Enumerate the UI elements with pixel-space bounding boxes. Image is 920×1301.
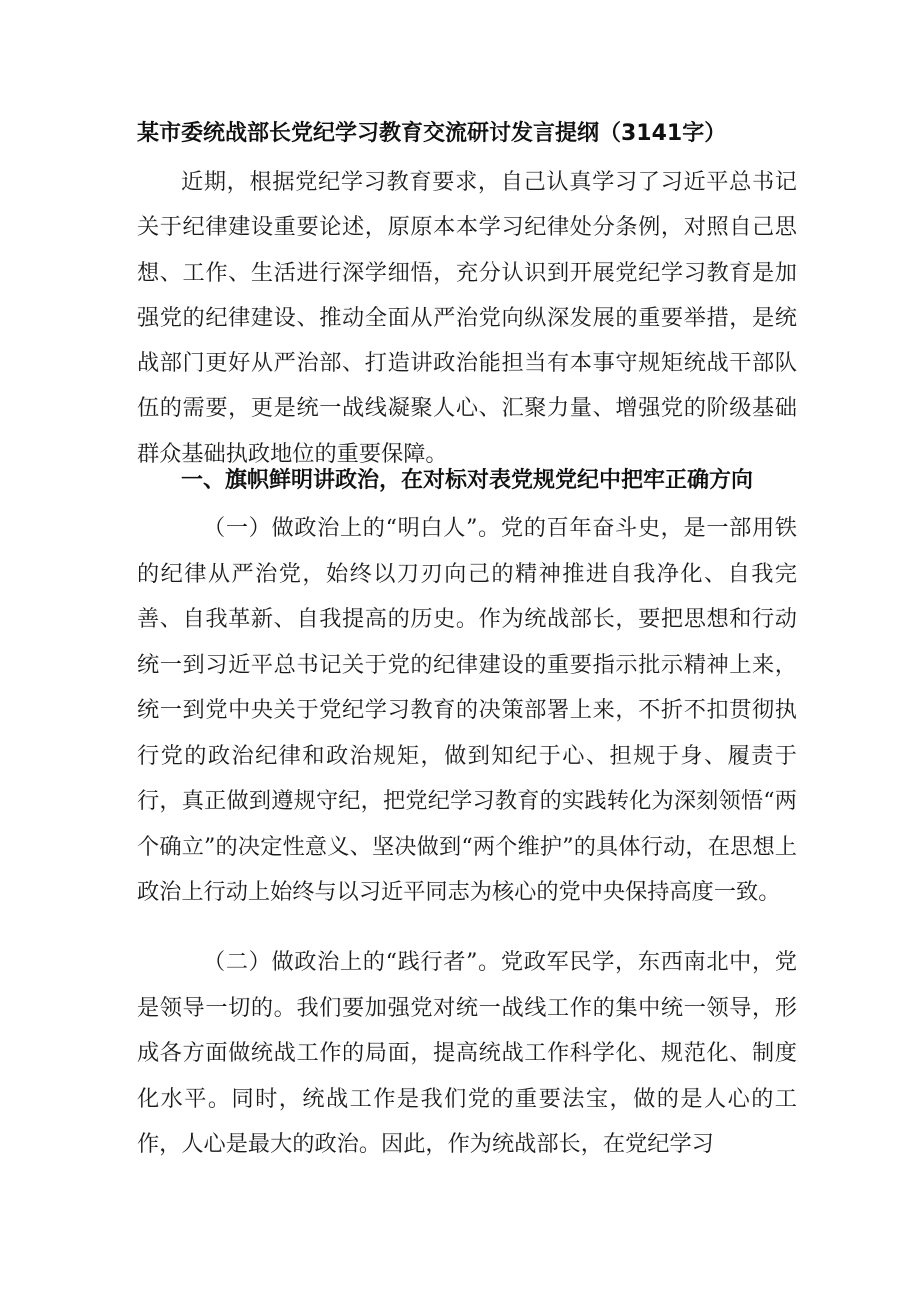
section-heading: 一、旗帜鲜明讲政治，在对标对表党规党纪中把牢正确方向: [181, 468, 754, 493]
document-title: 某市委统战部长党纪学习教育交流研讨发言提纲（3141字）: [137, 121, 727, 146]
paragraph-2: （二）做政治上的“践行者”。党政军民学，东西南北中，党是领导一切的。我们要加强党对统一战线工作的集中统一领导，形成各方面做统战工作的局面，提高统战工作科学化、规范化、制度化水平。同时，统战工作是我们党的重要法宝，做的是人心的工作，人心是最大的政治。因此，作为统战部长，在党纪学习: [137, 949, 797, 1158]
intro-paragraph: 近期，根据党纪学习教育要求，自己认真学习了习近平总书记关于纪律建设重要论述，原原本本学习纪律处分条例，对照自己思想、工作、生活进行深学细悟，充分认识到开展党纪学习教育是加强党的纪律建设、推动全面从严治党向纵深发展的重要举措，是统战部门更好从严治部、打造讲政治能担当有本事守规矩统战干部队伍的需要，更是统一战线凝聚人心、汇聚力量、增强党的阶级基础群众基础执政地位的重要保障。: [137, 169, 797, 467]
paragraph-1: （一）做政治上的“明白人”。党的百年奋斗史，是一部用铁的纪律从严治党，始终以刀刃向己的精神推进自我净化、自我完善、自我革新、自我提高的历史。作为统战部长，要把思想和行动统一到习近平总书记关于党的纪律建设的重要指示批示精神上来，统一到党中央关于党纪学习教育的决策部署上来，不折不扣贯彻执行党的政治纪律和政治规矩，做到知纪于心、担规于身、履责于行，真正做到遵规守纪，把党纪学习教育的实践转化为深刻领悟“两个确立”的决定性意义、坚决做到“两个维护”的具体行动，在思想上政治上行动上始终与以习近平同志为核心的党中央保持高度一致。: [137, 515, 797, 905]
